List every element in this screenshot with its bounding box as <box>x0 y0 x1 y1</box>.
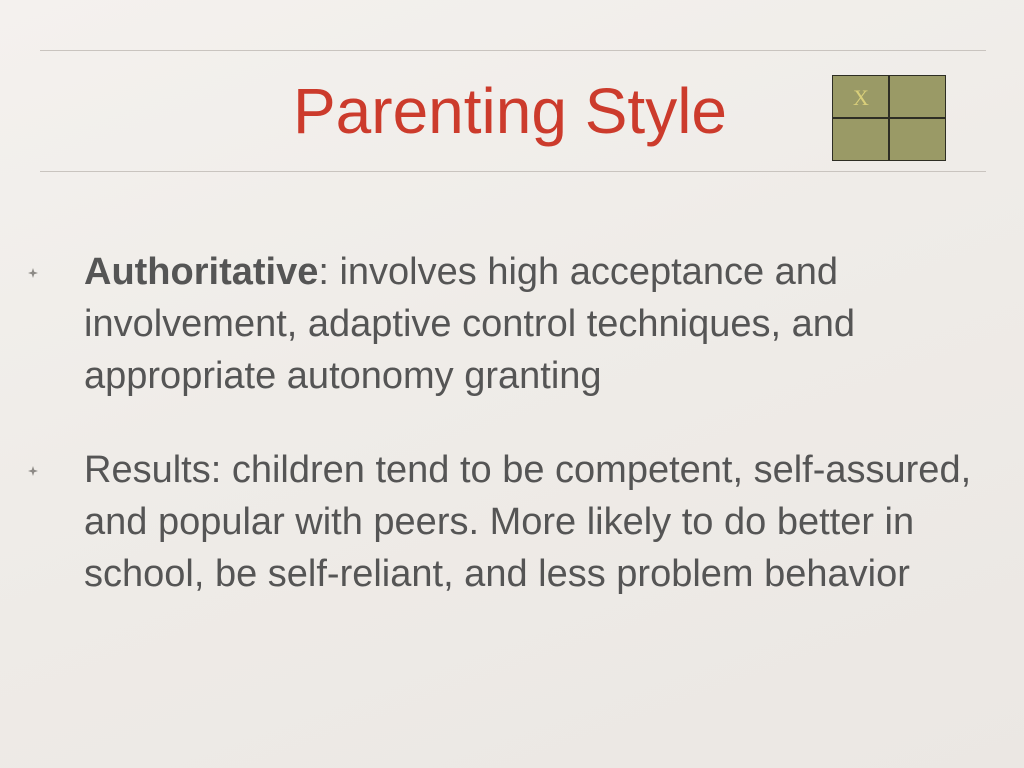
fleuron-bullet-icon <box>28 466 38 476</box>
fleuron-bullet-icon <box>28 268 38 278</box>
grid-cell-top-right <box>890 76 945 117</box>
bullet-text: Results: children tend to be competent, self-assured, and popular with peers. More likely to do better in school, be self-reliant, and less problem behavior <box>84 449 972 595</box>
grid-mark: X <box>853 85 869 110</box>
grid-cell-bottom-left <box>833 119 888 160</box>
bullet-description: : involves high acceptance and involvement, adaptive control techniques, and appropriate autonomy granting <box>84 251 856 397</box>
slide-title: Parenting Style <box>292 75 728 147</box>
indicator-grid <box>832 75 946 161</box>
top-divider <box>40 50 986 51</box>
bottom-divider <box>40 171 986 172</box>
bullet-text <box>84 246 984 402</box>
grid-cell-bottom-right <box>890 119 945 160</box>
grid-cell-top-left <box>833 76 888 117</box>
bullet-term: Authoritative <box>84 251 319 293</box>
